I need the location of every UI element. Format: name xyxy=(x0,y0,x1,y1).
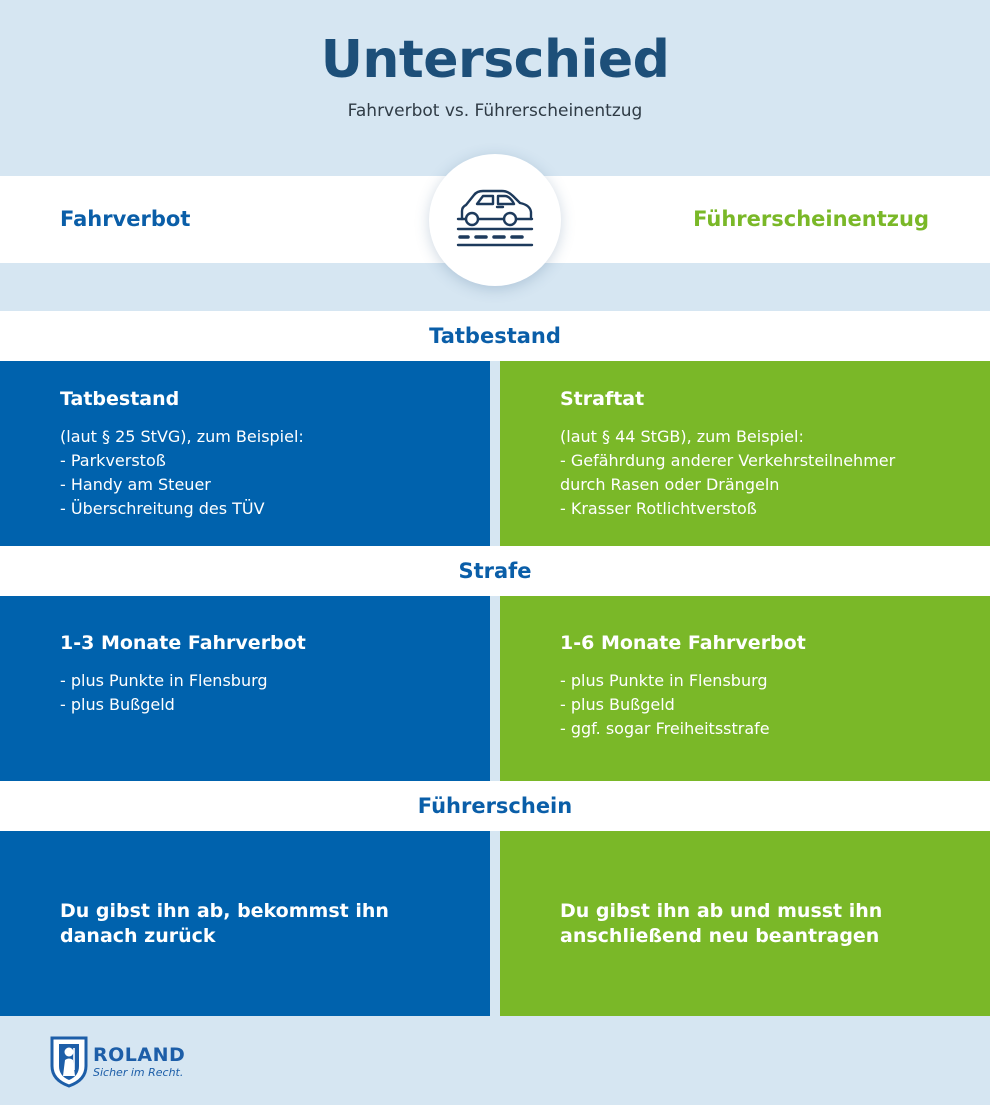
tatbestand-left-line: - Parkverstoß xyxy=(60,451,166,470)
logo-claim: Sicher im Recht. xyxy=(93,1066,184,1079)
roland-shield-icon xyxy=(50,1036,88,1088)
comparison-label-left: Fahrverbot xyxy=(60,207,191,231)
tatbestand-right-line: - Gefährdung anderer Verkehrsteilnehmer xyxy=(560,451,896,470)
page-title: Unterschied xyxy=(320,30,670,90)
strafe-right-title: 1-6 Monate Fahrverbot xyxy=(560,632,806,654)
fuehrerschein-right-box xyxy=(500,831,990,1016)
tatbestand-right-line: (laut § 44 StGB), zum Beispiel: xyxy=(560,427,804,446)
section-heading-fuehrerschein: Führerschein xyxy=(0,781,990,831)
car-badge xyxy=(429,154,561,286)
fuehrerschein-left-box xyxy=(0,831,490,1016)
strafe-right-line: - plus Bußgeld xyxy=(560,695,675,714)
tatbestand-left-line: (laut § 25 StVG), zum Beispiel: xyxy=(60,427,304,446)
tatbestand-left-line: - Überschreitung des TÜV xyxy=(60,499,265,518)
tatbestand-right-title: Straftat xyxy=(560,388,645,410)
comparison-label-right: Führerscheinentzug xyxy=(693,207,929,231)
car-icon xyxy=(456,185,534,249)
tatbestand-left-title: Tatbestand xyxy=(60,388,180,410)
logo-name: ROLAND xyxy=(93,1044,186,1066)
page-subtitle: Fahrverbot vs. Führerscheinentzug xyxy=(347,101,643,121)
fuehrerschein-right-text: Du gibst ihn ab und musst ihn anschließend neu beantragen xyxy=(560,900,883,947)
tatbestand-left-box xyxy=(0,361,490,546)
fuehrerschein-left-text: Du gibst ihn ab, bekommst ihn danach zurück xyxy=(60,900,389,947)
section-heading-tatbestand: Tatbestand xyxy=(0,311,990,361)
strafe-right-box xyxy=(500,596,990,781)
strafe-left-title: 1-3 Monate Fahrverbot xyxy=(60,632,306,654)
tatbestand-right-box xyxy=(500,361,990,546)
roland-logo xyxy=(50,1036,210,1088)
tatbestand-right-line: - Krasser Rotlichtverstoß xyxy=(560,499,757,518)
tatbestand-left-line: - Handy am Steuer xyxy=(60,475,211,494)
strafe-right-line: - ggf. sogar Freiheitsstrafe xyxy=(560,719,770,738)
strafe-right-line: - plus Punkte in Flensburg xyxy=(560,671,768,690)
tatbestand-right-line: durch Rasen oder Drängeln xyxy=(560,475,780,494)
section-heading-strafe: Strafe xyxy=(0,546,990,596)
strafe-left-box xyxy=(0,596,490,781)
strafe-left-line: - plus Punkte in Flensburg xyxy=(60,671,268,690)
strafe-left-line: - plus Bußgeld xyxy=(60,695,175,714)
